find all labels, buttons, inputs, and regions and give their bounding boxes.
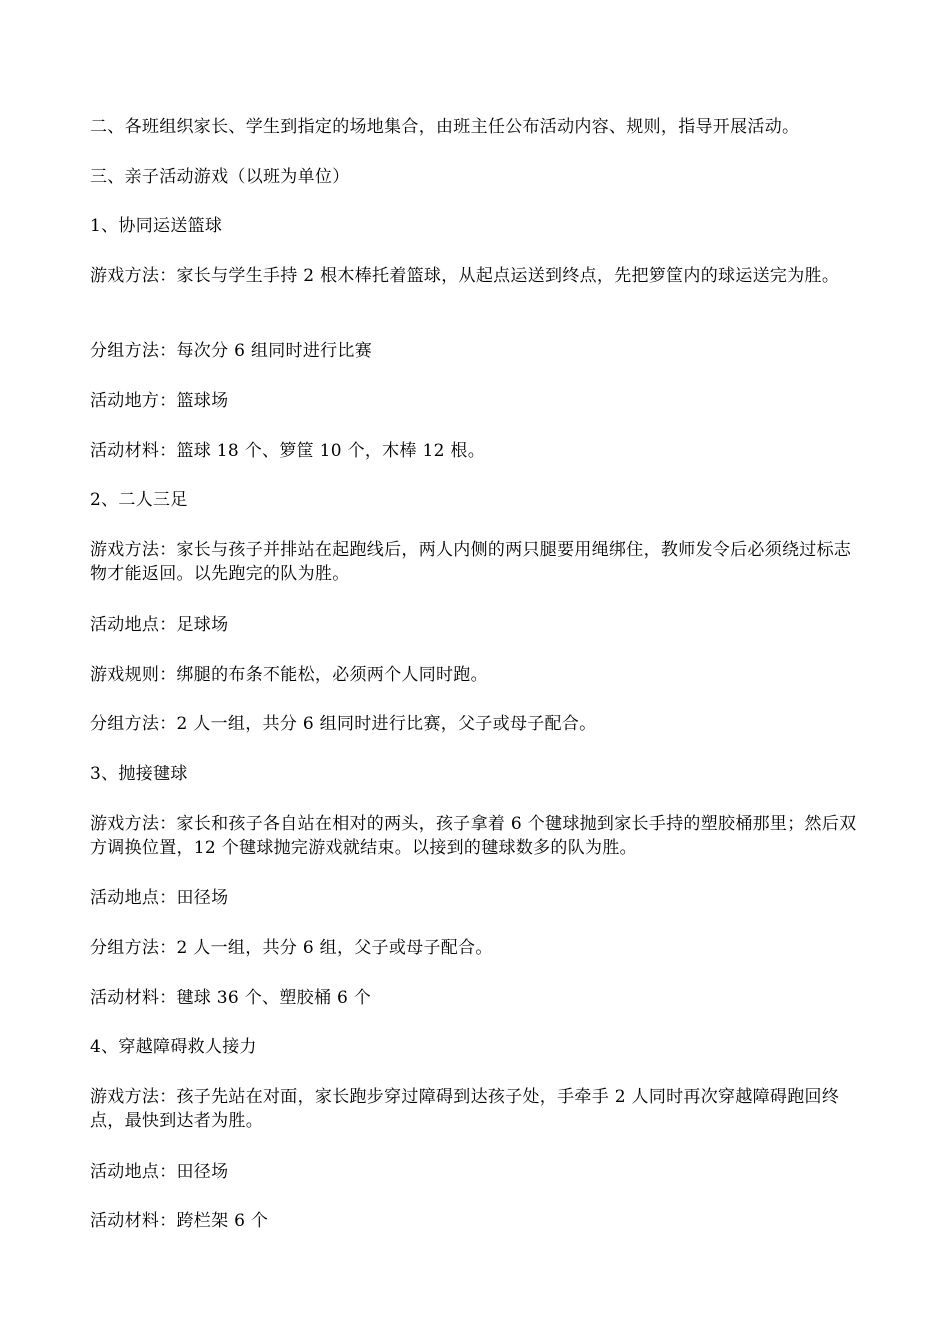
paragraph: 游戏方法：家长和孩子各自站在相对的两头，孩子拿着 6 个毽球抛到家长手持的塑胶桶那里；然后双方调换位置，12 个毽球抛完游戏就结束。以接到的毽球数多的队为胜。 (90, 814, 857, 858)
paragraph: 活动地点：田径场 (90, 888, 229, 908)
paragraph: 活动地点：足球场 (90, 615, 229, 635)
paragraph: 游戏规则：绑腿的布条不能松，必须两个人同时跑。 (90, 665, 488, 685)
paragraph: 活动材料：毽球 36 个、塑胶桶 6 个 (90, 988, 372, 1008)
paragraph: 分组方法：每次分 6 组同时进行比赛 (90, 341, 373, 361)
paragraph: 分组方法：2 人一组，共分 6 组同时进行比赛，父子或母子配合。 (90, 714, 597, 734)
paragraph: 游戏方法：孩子先站在对面，家长跑步穿过障碍到达孩子处，手牵手 2 人同时再次穿越障碍跑回终点，最快到达者为胜。 (90, 1087, 840, 1131)
game-heading: 4、穿越障碍救人接力 (90, 1037, 257, 1057)
section-heading: 三、亲子活动游戏（以班为单位） (90, 167, 350, 187)
game-heading: 3、抛接毽球 (90, 764, 188, 784)
paragraph: 活动材料：跨栏架 6 个 (90, 1211, 269, 1231)
game-heading: 2、二人三足 (90, 490, 188, 510)
paragraph: 二、各班组织家长、学生到指定的场地集合，由班主任公布活动内容、规则，指导开展活动。 (90, 117, 800, 137)
paragraph: 游戏方法：家长与学生手持 2 根木棒托着篮球，从起点运送到终点，先把箩筐内的球运送完为胜。 (90, 266, 840, 286)
paragraph: 活动材料：篮球 18 个、箩筐 10 个，木棒 12 根。 (90, 441, 486, 461)
paragraph: 游戏方法：家长与孩子并排站在起跑线后，两人内侧的两只腿要用绳绑住，教师发令后必须绕过标志物才能返回。以先跑完的队为胜。 (90, 540, 852, 584)
game-heading: 1、协同运送篮球 (90, 216, 223, 236)
paragraph: 活动地点：田径场 (90, 1162, 229, 1182)
paragraph: 分组方法：2 人一组，共分 6 组，父子或母子配合。 (90, 938, 493, 958)
paragraph: 活动地方：篮球场 (90, 391, 229, 411)
